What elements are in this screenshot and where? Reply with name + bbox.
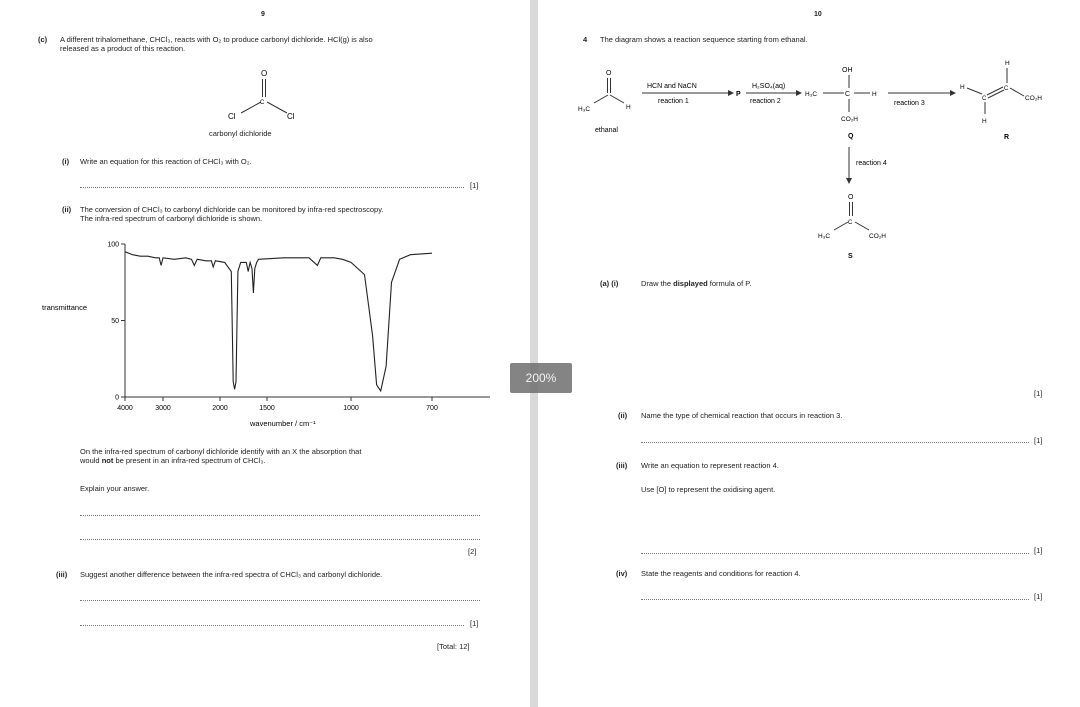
a-ii-mark: [1]: [1034, 436, 1043, 445]
spectrum-line: [125, 252, 432, 391]
single-bond-line: [1010, 88, 1024, 96]
a-iv-text: State the reagents and conditions for reaction 4.: [641, 569, 801, 578]
q4-number: 4: [583, 35, 588, 44]
q-iii-label: (iii): [56, 570, 68, 579]
answer-line: [80, 625, 464, 626]
page-number: 10: [814, 11, 822, 18]
q-co2h: CO₂H: [841, 116, 858, 123]
answer-line: [80, 187, 464, 188]
answer-line: [641, 553, 1029, 554]
r-c1: C: [1004, 86, 1009, 92]
r-co2h: CO₂H: [1025, 95, 1042, 102]
zoom-level-indicator: 200%: [510, 363, 572, 393]
q-ii-mark: [2]: [468, 547, 477, 556]
arrow-head: [728, 90, 734, 96]
r-h-bottom: H: [982, 118, 987, 125]
x-tick-label: 700: [426, 405, 438, 412]
single-bond-line: [241, 102, 261, 113]
s-h3c: H₃C: [818, 233, 831, 240]
ethanal-h3c: H₃C: [578, 106, 591, 113]
right-page: [538, 0, 1080, 707]
single-bond-line: [987, 87, 1003, 95]
a-ii-label: (ii): [618, 411, 628, 420]
a-i-label: (a) (i): [600, 279, 619, 288]
answer-line: [80, 600, 480, 601]
r-c2: C: [982, 96, 987, 102]
a-ii-text: Name the type of chemical reaction that occurs in reaction 3.: [641, 411, 843, 420]
q-i-mark: [1]: [470, 181, 479, 190]
atom-cl-right: Cl: [287, 112, 295, 121]
reaction1-reagents: HCN and NaCN: [647, 83, 697, 90]
part-c-intro-line1: A different trihalomethane, CHCl₃, reacts with O₂ to produce carbonyl dichloride. HCl(g) is also: [60, 35, 373, 44]
r-h-top: H: [1005, 60, 1010, 67]
s-atom-c: C: [848, 220, 853, 226]
reaction4-label: reaction 4: [856, 160, 887, 167]
x-tick-label: 2000: [212, 405, 228, 412]
q-ii-after2-post: be present in an infra-red spectrum of CHCl₃.: [113, 456, 266, 465]
answer-line: [80, 539, 480, 540]
reaction2-label: reaction 2: [750, 98, 781, 105]
a-iii-text2: Use [O] to represent the oxidising agent.: [641, 485, 776, 494]
a-i-text-pre: Draw the: [641, 279, 674, 288]
y-tick-label: 100: [107, 241, 119, 249]
a-iv-label: (iv): [616, 569, 628, 578]
molecule-caption: carbonyl dichloride: [209, 129, 272, 138]
a-iii-label: (iii): [616, 461, 628, 470]
q-iii-text: Suggest another difference between the infra-red spectra of CHCl₃ and carbonyl dichloride.: [80, 570, 383, 579]
atom-o: O: [261, 69, 268, 78]
s-label: S: [848, 253, 853, 260]
q-ii-after2: [80, 456, 266, 465]
q4-intro: The diagram shows a reaction sequence starting from ethanal.: [600, 35, 808, 44]
a-i-mark: [1]: [1034, 389, 1043, 398]
x-tick-label: 4000: [117, 405, 133, 412]
q-ii-after1: On the infra-red spectrum of carbonyl dichloride identify with an X the absorption that: [80, 447, 362, 456]
reaction2-reagents: H₂SO₄(aq): [752, 83, 786, 90]
part-c-label: (c): [38, 35, 48, 44]
part-c-intro-line2: released as a product of this reaction.: [60, 44, 186, 53]
q-ii-after2-bold: not: [101, 456, 114, 465]
a-iv-mark: [1]: [1034, 592, 1043, 601]
ethanal-h: H: [626, 104, 631, 111]
y-tick-label: 50: [111, 318, 119, 325]
a-i-text-bold: displayed: [673, 279, 708, 288]
q-label: Q: [848, 133, 854, 140]
q-h: H: [872, 91, 877, 98]
x-tick-label: 1500: [259, 405, 275, 412]
x-tick-label: 3000: [155, 405, 171, 412]
a-iii-text: Write an equation to represent reaction 4.: [641, 461, 779, 470]
y-tick-label: 0: [115, 394, 119, 402]
ir-spectrum-chart: [30, 232, 500, 432]
carbonyl-dichloride-structure: [225, 66, 305, 124]
answer-line: [80, 515, 480, 516]
single-bond-line: [610, 95, 624, 103]
q-ii-after2-pre: would: [80, 456, 102, 465]
r-label: R: [1004, 134, 1010, 141]
r-h-left: H: [960, 84, 965, 91]
a-i-text-post: formula of P.: [707, 279, 752, 288]
ethanal-label: ethanal: [595, 127, 618, 134]
q-c: C: [845, 91, 851, 98]
reaction3-label: reaction 3: [894, 100, 925, 107]
answer-line: [641, 599, 1029, 600]
single-bond-line: [967, 88, 982, 94]
double-bond-line: [988, 90, 1004, 98]
single-bond-line: [594, 95, 608, 103]
left-page: [0, 0, 530, 707]
a-iii-mark: [1]: [1034, 546, 1043, 555]
atom-cl-left: Cl: [228, 112, 236, 121]
x-axis-label: wavenumber / cm⁻¹: [250, 419, 316, 428]
single-bond-line: [855, 222, 869, 230]
q-ii-label: (ii): [62, 205, 72, 214]
q-i-text: Write an equation for this reaction of CHCl₃ with O₂.: [80, 157, 252, 166]
q-ii-line2: The infra-red spectrum of carbonyl dichloride is shown.: [80, 214, 263, 223]
arrow-head: [846, 178, 852, 184]
arrow-head: [796, 90, 802, 96]
s-atom-o: O: [848, 194, 854, 201]
a-i-text: [641, 279, 751, 288]
reaction-scheme: [538, 50, 1080, 270]
q-iii-mark: [1]: [470, 619, 479, 628]
atom-c: C: [260, 100, 265, 106]
ethanal-atom-o: O: [606, 70, 612, 77]
arrow-head: [950, 90, 956, 96]
q-ii-explain: Explain your answer.: [80, 484, 150, 493]
s-co2h: CO₂H: [869, 233, 886, 240]
total-marks: [Total: 12]: [437, 642, 470, 651]
single-bond-line: [834, 222, 848, 230]
q-oh: OH: [842, 67, 853, 74]
y-axis-label: transmittance: [42, 303, 88, 312]
page-number: 9: [261, 11, 265, 18]
answer-line: [641, 442, 1029, 443]
single-bond-line: [267, 102, 287, 113]
q-ii-line1: The conversion of CHCl₃ to carbonyl dichloride can be monitored by infra-red spectroscopy.: [80, 205, 384, 214]
x-tick-label: 1000: [343, 405, 359, 412]
q-h3c: H₃C: [805, 91, 818, 98]
reaction1-label: reaction 1: [658, 98, 689, 105]
q-i-label: (i): [62, 157, 70, 166]
product-p: P: [736, 91, 741, 98]
